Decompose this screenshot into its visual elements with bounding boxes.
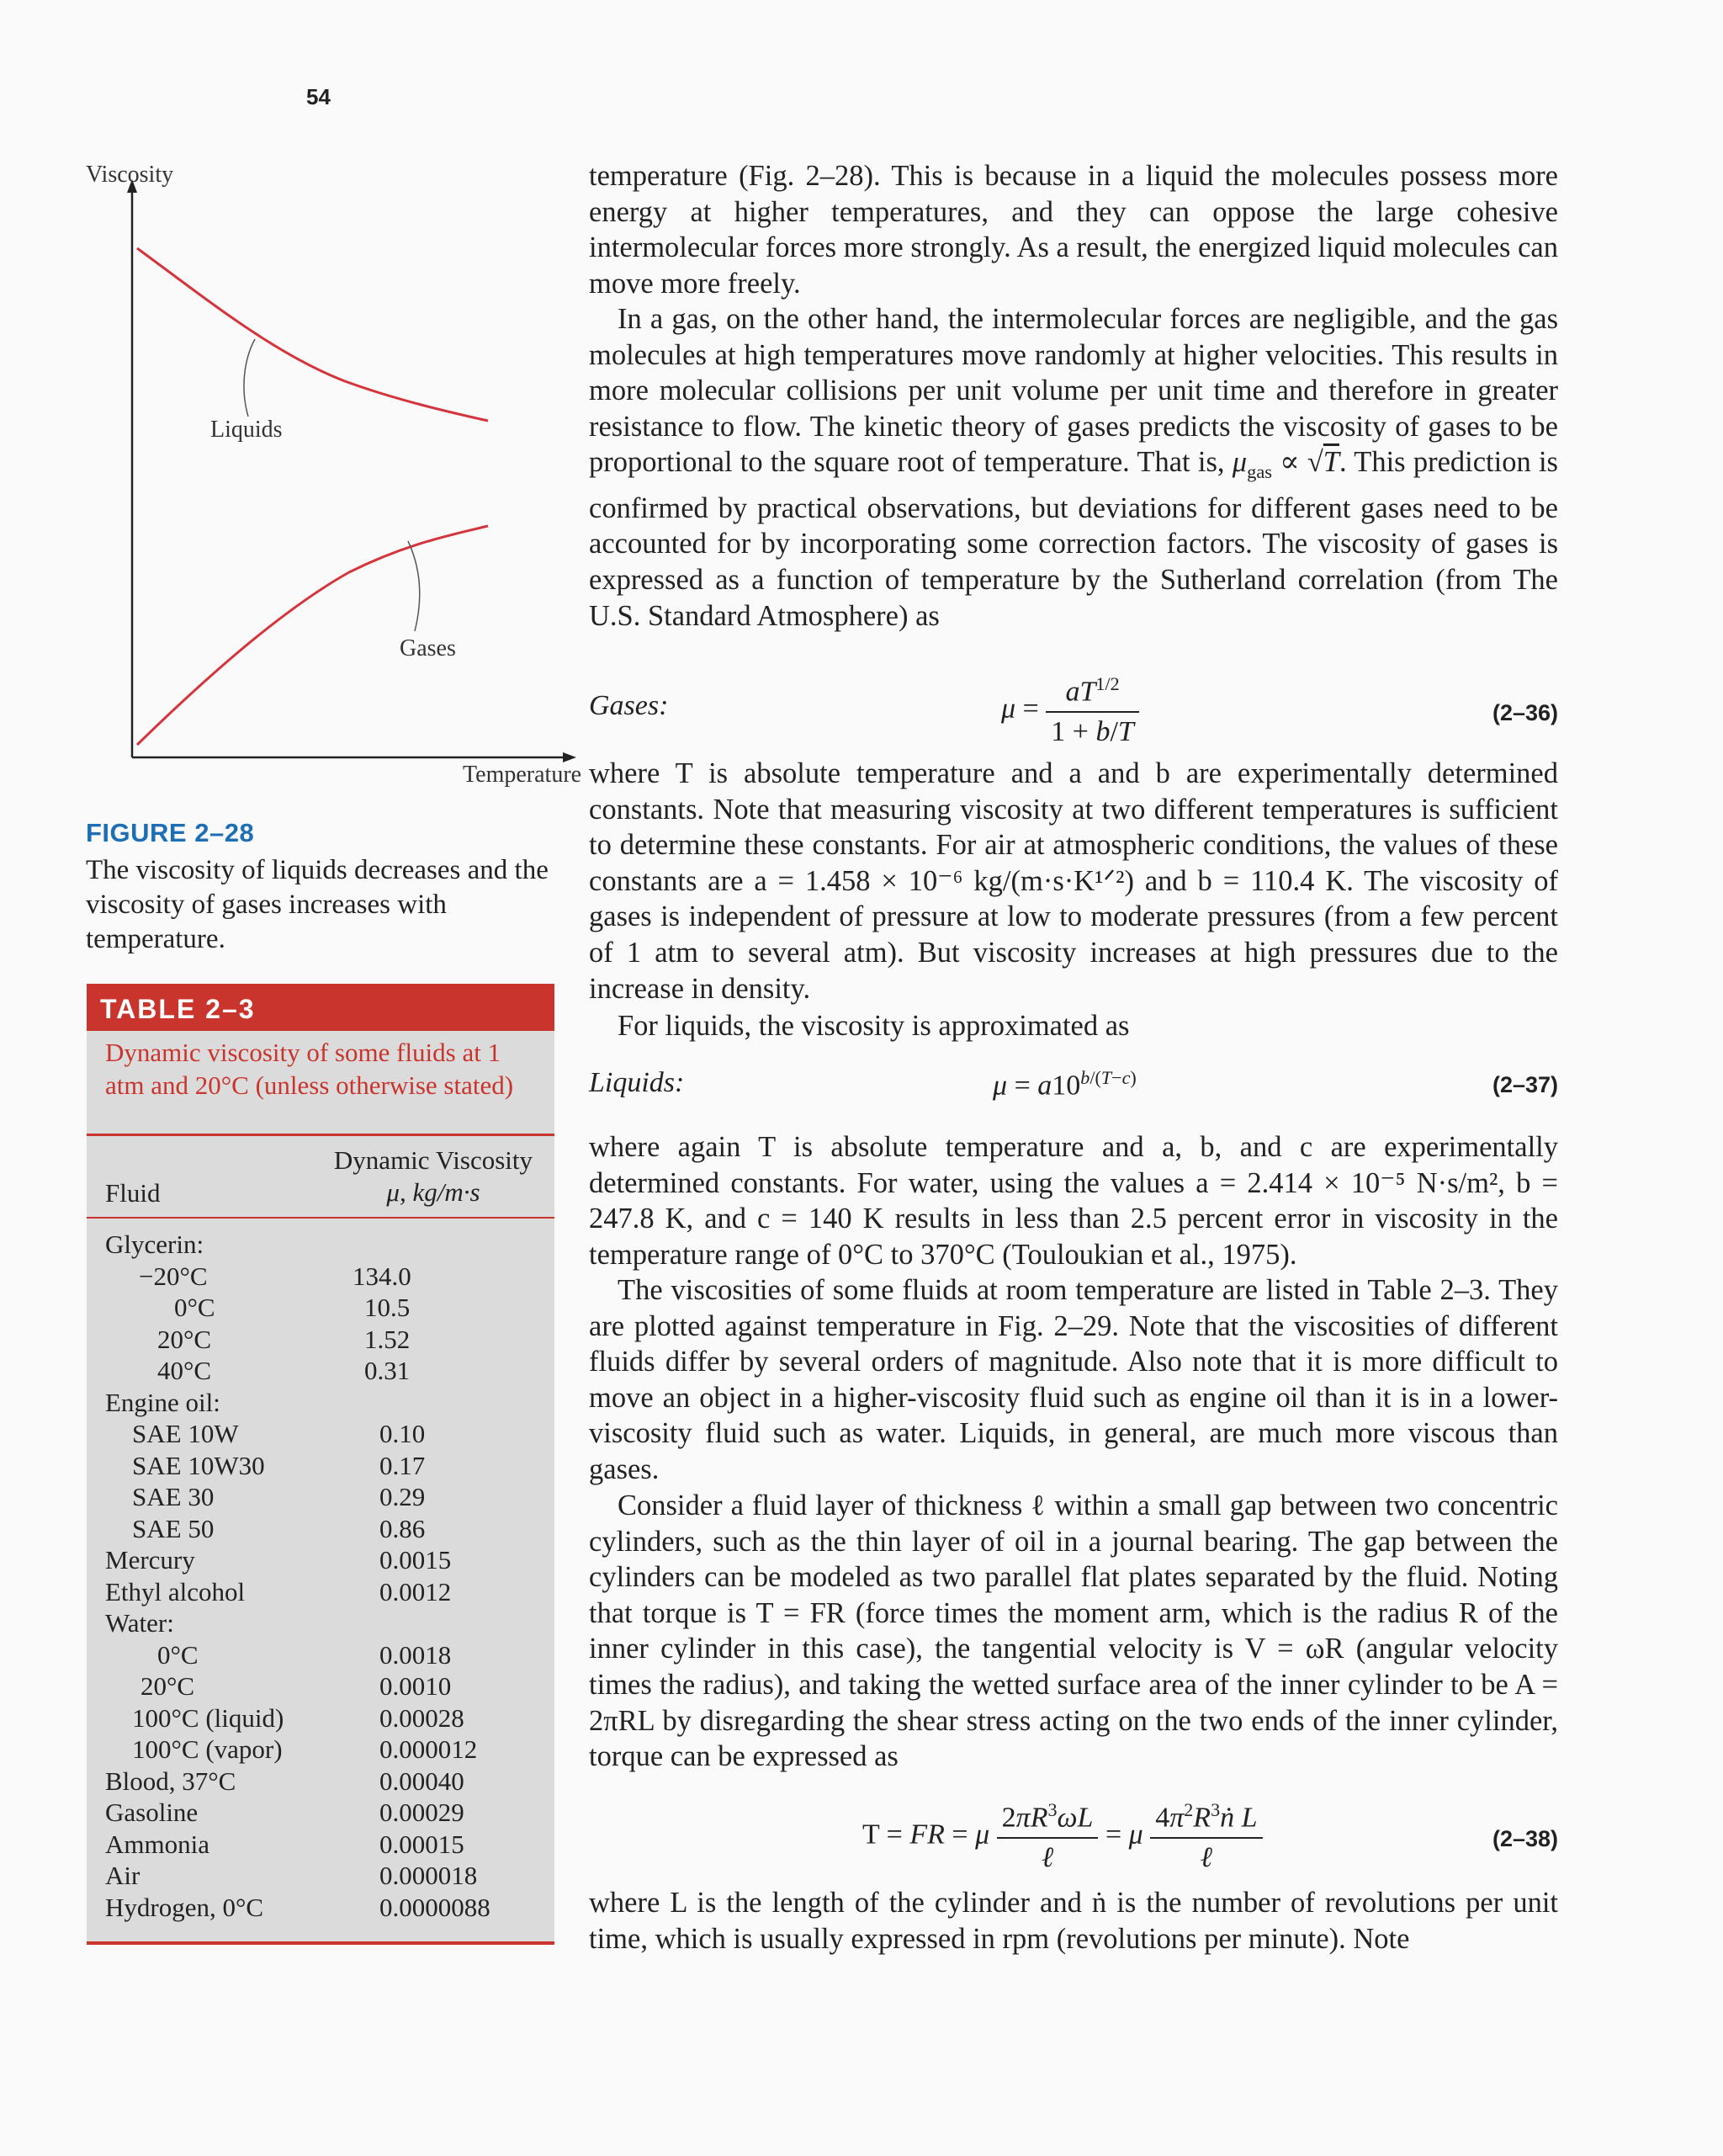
table-cell-viscosity: 0.0000088 <box>379 1892 490 1922</box>
table-row <box>87 1481 554 1513</box>
viscosity-table <box>87 984 554 1945</box>
figure-number: FIGURE 2–28 <box>86 818 255 847</box>
equation-2-36-number: (2–36) <box>1492 700 1558 725</box>
paragraph-2-part-b: This prediction is confirmed by practical observations, but deviations for different gases need to be accounted for by incorporating some correction factors. The viscosity of gases is expressed as a function of temperature by the Sutherland correlation (from The U.S. Standard Atmosphere) as <box>589 446 1558 632</box>
table-cell-viscosity: 0.86 <box>379 1513 426 1543</box>
equation-2-38-body: T = FR = μ $\frac{2\pi R^3\omega L}{\text{ℓ}}$ = μ $\frac{4\pi^2R^3ṅ L}{\text{ℓ}}$ <box>862 1799 1263 1874</box>
gases-leader-line <box>408 541 420 631</box>
table-cell-viscosity: 0.0015 <box>379 1545 452 1575</box>
table-cell-fluid: Glycerin: <box>105 1229 204 1259</box>
table-cell-fluid: 100°C (liquid) <box>132 1702 284 1733</box>
table-row <box>87 1639 554 1671</box>
table-row <box>87 1734 554 1766</box>
liquids-curve <box>137 248 488 421</box>
table-cell-fluid: 100°C (vapor) <box>132 1734 283 1764</box>
table-cell-fluid: SAE 10W30 <box>132 1450 265 1480</box>
table-cell-fluid: 0°C <box>157 1639 199 1670</box>
table-cell-fluid: Gasoline <box>105 1798 199 1827</box>
table-cell-fluid: SAE 50 <box>132 1513 215 1543</box>
table-cell-fluid: SAE 30 <box>132 1482 215 1511</box>
table-row <box>87 1576 554 1608</box>
table-cell-viscosity: 0.00028 <box>379 1702 464 1733</box>
paragraph-5: where again T is absolute temperature and a, b, and c are experimentally determined constants. For water, using the values a = 2.414 × 10⁻⁵ N·s/m², b = 247.8 K, and c = 140 K results in less than 2.5 percent error in viscosity in the temperature range of 0°C to 370°C (Touloukian et al., 1975). <box>589 1131 1558 1271</box>
column-header-fluid: Fluid <box>105 1178 161 1208</box>
table-row <box>87 1261 554 1293</box>
equation-2-38-number: (2–38) <box>1492 1826 1558 1851</box>
table-row <box>87 1670 554 1702</box>
table-cell-fluid: −20°C <box>139 1261 208 1291</box>
liquids-leader-line <box>244 339 255 417</box>
table-row <box>87 1229 554 1261</box>
gases-label: Gases <box>400 635 456 661</box>
column-header-viscosity-line2: μ, kg/m·s <box>386 1177 480 1207</box>
table-row <box>87 1544 554 1576</box>
table-cell-fluid: Mercury <box>105 1545 195 1575</box>
table-cell-fluid: 20°C <box>140 1671 195 1701</box>
table-row <box>87 1324 554 1356</box>
table-cell-fluid: SAE 10W <box>132 1419 239 1448</box>
table-row <box>87 1829 554 1861</box>
table-cell-viscosity: 0.00015 <box>379 1829 464 1859</box>
table-cell-viscosity: 0.0012 <box>379 1576 452 1606</box>
table-row <box>87 1355 554 1387</box>
y-axis-label: Viscosity <box>86 162 174 188</box>
table-row <box>87 1797 554 1829</box>
table-row <box>87 1766 554 1798</box>
table-cell-fluid: Air <box>105 1861 140 1890</box>
table-cell-viscosity: 134.0 <box>353 1261 411 1291</box>
paragraph-2: In a gas, on the other hand, the intermolecular forces are negligible, and the gas molecules at high temperatures move randomly at higher velocities. This results in more molecular collisions per unit volume per unit time and therefore in greater resistance to flow. The kinetic theory of gases predicts the viscosity of gases to be proportional to the square root of temperature. That is, $\mu_{gas} \propto √T$. This prediction is confirmed by practical observations, but deviations for different gases need to be accounted for by incorporating some correction factors. The viscosity of gases is expressed as a function of temperature by the Sutherland correlation (from The U.S. Standard Atmosphere) as <box>589 303 1558 632</box>
paragraph-8: where L is the length of the cylinder and ṅ is the number of revolutions per unit time, which is usually expressed in rpm (revolutions per minute). Note <box>589 1887 1558 1955</box>
table-cell-viscosity: 0.17 <box>379 1450 426 1480</box>
equation-2-36-label: Gases: <box>589 690 669 721</box>
table-cell-fluid: Ethyl alcohol <box>105 1576 246 1606</box>
equation-2-37-number: (2–37) <box>1492 1072 1558 1097</box>
table-cell-viscosity: 0.00029 <box>379 1798 464 1827</box>
equation-2-36-body: μ = $\frac{aT^{1/2}}{1 + b/T}$ <box>1001 673 1139 748</box>
table-cell-fluid: 0°C <box>174 1293 215 1322</box>
paragraph-6: The viscosities of some fluids at room temperature are listed in Table 2–3. They are plotted against temperature in Fig. 2–29. Note that the viscosities of different fluids differ by several orders of magnitude. Also note that it is more difficult to move an object in a higher-viscosity fluid such as engine oil than it is in a lower-viscosity fluid such as water. Liquids, in general, are much more viscous than gases. <box>589 1274 1558 1485</box>
table-cell-fluid: Ammonia <box>105 1829 209 1859</box>
table-cell-fluid: Hydrogen, 0°C <box>105 1892 264 1922</box>
figure-caption-text: The viscosity of liquids decreases and the viscosity of gases increases with temperature. <box>86 855 549 954</box>
table-title: TABLE 2–3 <box>87 984 554 1031</box>
page-number: 54 <box>306 84 331 109</box>
table-row <box>87 1513 554 1545</box>
table-cell-fluid: Engine oil: <box>105 1387 220 1417</box>
table-cell-viscosity: 0.000018 <box>379 1861 478 1890</box>
equation-2-37-body: $\mu = a10^{b/(T-c)}$ <box>993 1067 1137 1102</box>
equation-2-37 <box>589 1067 1558 1109</box>
equation-2-37-label: Liquids: <box>589 1067 685 1098</box>
table-row <box>87 1418 554 1450</box>
table-cell-viscosity: 0.0010 <box>379 1671 452 1701</box>
equation-2-36 <box>589 673 1558 749</box>
table-cell-fluid: Blood, 37°C <box>105 1766 236 1796</box>
table-bottom-rule <box>87 1941 554 1945</box>
x-axis-label: Temperature <box>463 762 582 788</box>
table-row <box>87 1387 554 1419</box>
table-row <box>87 1892 554 1924</box>
table-body <box>87 1219 554 1923</box>
table-cell-viscosity: 0.000012 <box>379 1734 478 1764</box>
table-row <box>87 1860 554 1892</box>
table-cell-viscosity: 0.10 <box>379 1419 426 1448</box>
viscosity-temperature-figure <box>80 156 582 795</box>
table-cell-viscosity: 0.31 <box>364 1356 411 1385</box>
equation-2-38 <box>589 1799 1558 1875</box>
paragraph-3: where T is absolute temperature and a and b are experimentally determined constants. Note that measuring viscosity at two different temperatures is sufficient to determine these constants. For air at atmospheric conditions, the values of these constants are a = 1.458 × 10⁻⁶ kg/(m·s·K¹ᐟ²) and b = 110.4 K. The viscosity of gases is independent of pressure at low to moderate pressures (from a few percent of 1 atm to several atm). But viscosity increases at high pressures due to the increase in density. <box>589 757 1558 1005</box>
table-cell-viscosity: 0.00040 <box>379 1766 464 1796</box>
table-cell-viscosity: 1.52 <box>364 1324 411 1354</box>
table-cell-fluid: 40°C <box>157 1356 212 1385</box>
table-cell-viscosity: 10.5 <box>364 1293 411 1322</box>
column-header-viscosity-line1: Dynamic Viscosity <box>333 1145 533 1175</box>
table-column-headers <box>87 1136 554 1217</box>
paragraph-2-part-a: In a gas, on the other hand, the intermolecular forces are negligible, and the gas molecules at high temperatures move randomly at higher velocities. This results in more molecular collisions per unit volume per unit time and therefore in greater resistance to flow. The kinetic theory of gases predicts the viscosity of gases to be proportional to the square root of temperature. That is, <box>589 303 1558 479</box>
table-caption: Dynamic viscosity of some fluids at 1 atm and 20°C (unless otherwise stated) <box>105 1038 514 1100</box>
column-header-viscosity <box>334 1144 533 1208</box>
viscosity-plot <box>80 156 576 795</box>
table-cell-fluid: Water: <box>105 1608 174 1638</box>
paragraph-4: For liquids, the viscosity is approximated as <box>618 1010 1130 1042</box>
table-row <box>87 1292 554 1324</box>
table-cell-viscosity: 0.29 <box>379 1482 426 1511</box>
table-cell-viscosity: 0.0018 <box>379 1639 452 1670</box>
table-cell-fluid: 20°C <box>157 1324 212 1354</box>
table-row <box>87 1450 554 1482</box>
liquids-label: Liquids <box>210 417 283 443</box>
figure-caption <box>86 818 557 957</box>
table-row <box>87 1607 554 1639</box>
paragraph-7: Consider a fluid layer of thickness ℓ within a small gap between two concentric cylinders, such as the thin layer of oil in a journal bearing. The gap between the cylinders can be modeled as two parallel flat plates separated by the fluid. Noting that torque is T = FR (force times the moment arm, which is the radius R of the inner cylinder in this case), the tangential velocity is V = ωR (angular velocity times the radius), and taking the wetted surface area of the inner cylinder to be A = 2πRL by disregarding the shear stress acting on the two ends of the inner cylinder, torque can be expressed as <box>589 1490 1558 1773</box>
paragraph-1: temperature (Fig. 2–28). This is because in a liquid the molecules possess more energy at higher temperatures, and they can oppose the large cohesive intermolecular forces more strongly. As a result, the energized liquid molecules can move more freely. <box>589 160 1558 300</box>
table-row <box>87 1702 554 1734</box>
